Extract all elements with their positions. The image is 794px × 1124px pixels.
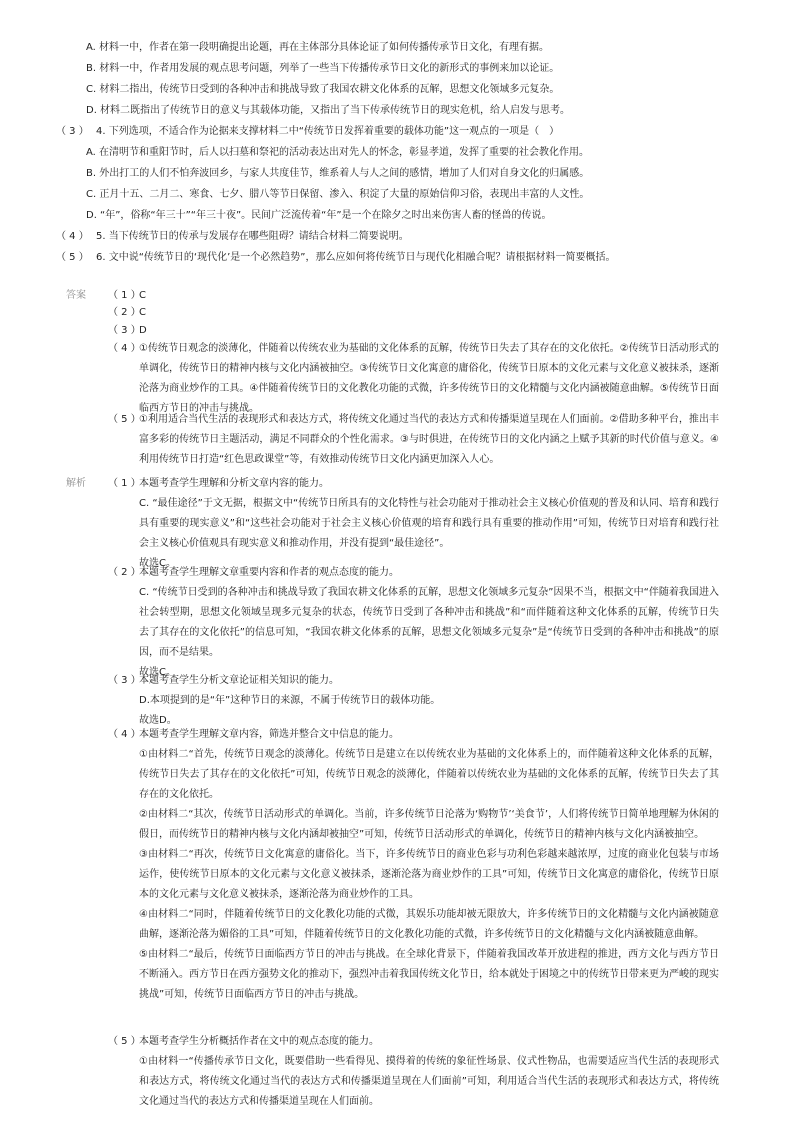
q2-option-a: A. 材料一中，作者在第一段明确提出论题，再在主体部分具体论证了如何传播传承节日文化，有理有据。 — [86, 42, 550, 53]
analysis-paragraph: 本题考查学生理解文章重要内容和作者的观点态度的能力。 — [139, 567, 399, 578]
answer-item-text: ①传统节日观念的淡薄化，伴随着以传统农业为基础的文化体系的瓦解，传统节日失去了其存在的文化依托。②传统节日活动形式的单调化，传统节日的精神内核与文化内涵被抽空。③传统节日文化寓意的庸俗化，传统节日原本的文化元素与文化意义被抹杀，逐渐沦落为商业炒作的工具。④伴随着传统节日的文化教化功能的式微，许多传统节日的文化精髓与文化内涵被随意曲解。⑤传统节日面临西方节日的冲击与挑战。 — [139, 343, 719, 414]
q3-option-a: A. 在清明节和重阳节时，后人以扫墓和祭祀的活动表达出对先人的怀念，彰显孝道，发挥了重要的社会教化作用。 — [86, 147, 590, 158]
analysis-item-number: （ 4 ） — [108, 729, 141, 740]
analysis-item-1 — [139, 474, 719, 574]
question-text: 4. 下列选项，不适合作为论据来支撑材料二中“传统节日发挥着重要的载体功能”这一观点的一项是（ ） — [96, 126, 560, 137]
analysis-paragraph: ③由材料二“再次，传统节日文化寓意的庸俗化。当下，许多传统节日的商业色彩与功利色彩越来越浓厚，过度的商业化包装与市场运作，使传统节日原本的文化元素与文化意义被抹杀，逐渐沦落为商业炒作的工具”可知，传统节日文化寓意的庸俗化，传统节日原本的文化元素与文化意义被抹杀，逐渐沦落为商业炒作的工具。 — [139, 849, 719, 900]
question-4 — [56, 230, 746, 244]
q2-option-c: C. 材料二指出，传统节日受到的各种冲击和挑战导致了我国农耕文化体系的瓦解，思想文化领域多元复杂。 — [86, 84, 560, 95]
analysis-item-number: （ 1 ） — [108, 478, 141, 489]
analysis-item-number: （ 3 ） — [108, 675, 141, 686]
analysis-paragraph: 故选C。 — [139, 558, 176, 569]
question-5 — [56, 251, 746, 265]
analysis-item-3 — [139, 671, 719, 731]
answer-item-number: （ 5 ） — [108, 414, 141, 425]
q3-option-d: D. “年”，俗称“年三十”“年三十夜”。民间广泛流传着“年”是一个在除夕之时出来伤害人畜的怪兽的传说。 — [86, 210, 552, 221]
analysis-label: 解析 — [66, 478, 86, 489]
answer-label: 答案 — [66, 290, 86, 301]
answer-item-text: D — [139, 325, 147, 336]
question-3 — [56, 125, 746, 139]
analysis-paragraph: ①由材料二“首先，传统节日观念的淡薄化。传统节日是建立在以传统农业为基础的文化体系上的，而伴随着这种文化体系的瓦解，传统节日失去了其存在的文化依托”可知，传统节日观念的淡薄化，伴随着以传统农业为基础的文化体系的瓦解，传统节日失去了其存在的文化依托。 — [139, 749, 719, 800]
analysis-paragraph: 故选C。 — [139, 667, 176, 678]
question-text: 5. 当下传统节日的传承与发展存在哪些阻碍？请结合材料二简要说明。 — [96, 231, 409, 242]
question-number: （ 5 ） — [56, 252, 89, 263]
analysis-paragraph: 本题考查学生理解和分析文章内容的能力。 — [139, 478, 329, 489]
answer-item-number: （ 2 ） — [108, 307, 141, 318]
analysis-paragraph: 本题考查学生分析概括作者在文中的观点态度的能力。 — [139, 1036, 379, 1047]
q3-option-c: C. 正月十五、二月二、寒食、七夕、腊八等节日保留、渗入、积淀了大量的原始信仰习俗，表现出丰富的人文性。 — [86, 189, 590, 200]
analysis-item-number: （ 2 ） — [108, 567, 141, 578]
analysis-paragraph: ④由材料二“同时，伴随着传统节日的文化教化功能的式微，其娱乐功能却被无限放大，许多传统节日的文化精髓与文化内涵被随意曲解，逐渐沦落为媚俗的工具”可知，伴随着传统节日的文化教化功能的式微，许多传统节日的文化精髓与文化内涵被随意曲解。 — [139, 909, 719, 940]
analysis-paragraph: D.本项提到的是“年”这种节日的来源，不属于传统节日的载体功能。 — [139, 695, 441, 706]
answer-item-text: C — [139, 307, 146, 318]
analysis-item-4 — [139, 725, 719, 1005]
answer-item-text: ①利用适合当代生活的表现形式和表达方式，将传统文化通过当代的表达方式和传播渠道呈现在人们面前。②借助多种平台，推出丰富多彩的传统节日主题活动，满足不同群众的个性化需求。③与时俱进，在传统节日的文化内涵之上赋予其新的时代价值与意义。④利用传统节日打造“红色思政课堂”等，有效推动传统节日文化内涵更加深入人心。 — [139, 414, 719, 465]
q2-option-b: B. 材料一中，作者用发展的观点思考问题，列举了一些当下传播传承节日文化的新形式的事例来加以论证。 — [86, 63, 560, 74]
analysis-paragraph: ①由材料一“传播传承节日文化，既要借助一些看得见、摸得着的传统的象征性场景、仪式性物品，也需要适应当代生活的表现形式和表达方式，将传统文化通过当代的表达方式和传播渠道呈现在人们面前”可知，利用适合当代生活的表现形式和表达方式，将传统文化通过当代的表达方式和传播渠道呈现在人们面前。 — [139, 1056, 719, 1107]
question-number: （ 3 ） — [56, 126, 89, 137]
analysis-paragraph: 本题考查学生分析文章论证相关知识的能力。 — [139, 675, 339, 686]
analysis-item-number: （ 5 ） — [108, 1036, 141, 1047]
analysis-paragraph: ⑤由材料二“最后，传统节日面临西方节日的冲击与挑战。在全球化背景下，伴随着我国改革开放进程的推进，西方文化与西方节日不断涌入。西方节日在西方强势文化的推动下，强烈冲击着我国传统文化节日，给本就处于困境之中的传统节日带来更为严峻的现实挑战”可知，传统节日面临西方节日的冲击与挑战。 — [139, 949, 719, 1000]
analysis-paragraph: ②由材料二“其次，传统节日活动形式的单调化。当前，许多传统节日沦落为‘购物节’‘美食节’，人们将传统节日简单地理解为休闲的假日，而传统节日的精神内核与文化内涵却被抽空”可知，传统节日活动形式的单调化，传统节日的精神内核与文化内涵被抽空。 — [139, 809, 719, 840]
q2-option-d: D. 材料二既指出了传统节日的意义与其载体功能，又指出了当下传承传统节日的现实危机，给人启发与思考。 — [86, 105, 571, 116]
answer-item-number: （ 1 ） — [108, 290, 141, 301]
analysis-paragraph: C. “传统节日受到的各种冲击和挑战导致了我国农耕文化体系的瓦解，思想文化领域多元复杂”因果不当，根据文中“伴随着我国进入社会转型期，思想文化领域呈现多元复杂的状态，传统节日受到了各种冲击和挑战”和“而伴随着这种文化体系的瓦解，传统节日失去了其存在的文化依托”的信息可知，“我国农耕文化体系的瓦解，思想文化领域多元复杂”是“传统节日受到的各种冲击和挑战”的原因，而不是结果。 — [139, 587, 719, 658]
analysis-item-2 — [139, 563, 719, 683]
analysis-paragraph: 本题考查学生理解文章内容，筛选并整合文中信息的能力。 — [139, 729, 399, 740]
analysis-item-5 — [139, 1032, 719, 1112]
analysis-paragraph: 故选D。 — [139, 715, 177, 726]
analysis-paragraph: C. “最佳途径”于文无据，根据文中“传统节日所具有的文化特性与社会功能对于推动社会主义核心价值观的普及和认同、培育和践行具有重要的现实意义”和“这些社会功能对于社会主义核心价值观的培育和践行具有重要的推动作用”可知，传统节日对培育和践行社会主义核心价值观具有现实意义和推动作用，并没有提到“最佳途径”。 — [139, 498, 719, 549]
answer-item-number: （ 4 ） — [108, 343, 141, 354]
question-text: 6. 文中说“传统节日的‘现代化’是一个必然趋势”，那么应如何将传统节日与现代化相融合呢？请根据材料一简要概括。 — [96, 252, 616, 263]
q3-option-b: B. 外出打工的人们不怕奔波回乡，与家人共度佳节，维系着人与人之间的感情，增加了人们对自身文化的归属感。 — [86, 168, 590, 179]
question-number: （ 4 ） — [56, 231, 89, 242]
answer-item-text: C — [139, 290, 146, 301]
answer-item-number: （ 3 ） — [108, 325, 141, 336]
